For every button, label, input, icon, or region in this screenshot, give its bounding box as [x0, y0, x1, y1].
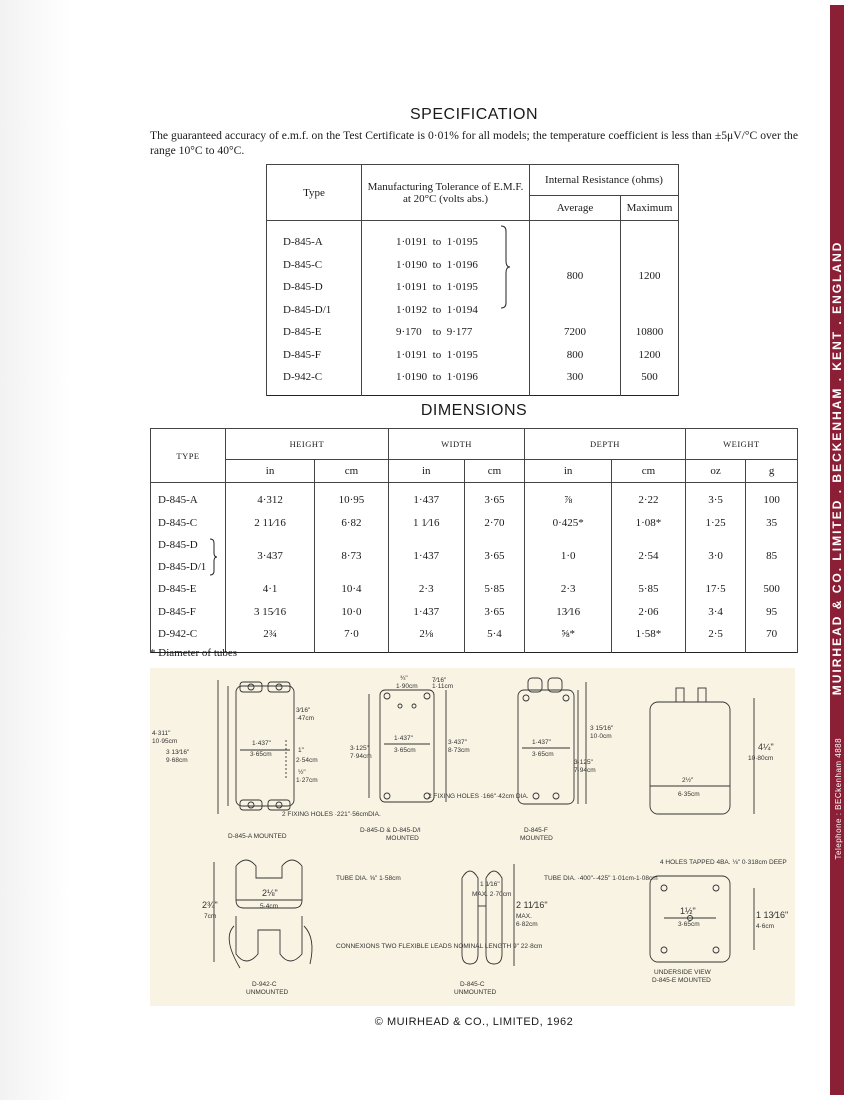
table-row: [151, 623, 798, 652]
fixing-hole: [276, 684, 282, 690]
depth-cm: 1·08*: [612, 512, 686, 535]
table-row: [151, 601, 798, 624]
weight-oz: 3·5: [685, 483, 745, 512]
table-row: [151, 578, 798, 601]
fixing-hole: [523, 695, 529, 701]
unit-oz: oz: [685, 460, 745, 483]
cell-942-top: [236, 860, 302, 878]
drawing-label: 2⅛": [262, 888, 278, 898]
fixing-hole: [553, 793, 559, 799]
drawing-label: CONNEXIONS TWO FLEXIBLE LEADS NOMINAL LENGTH 9" 22·8cm: [336, 943, 543, 950]
fixing-hole: [533, 793, 539, 799]
width-in: 1·437: [388, 483, 464, 512]
tol-to: to: [432, 371, 442, 384]
drawing-label: 1·11cm: [432, 683, 454, 690]
height-cm: 10·4: [315, 578, 389, 601]
dimensions-title: DIMENSIONS: [420, 402, 528, 419]
dim-type: D-845-C: [151, 512, 226, 535]
fixing-hole: [248, 684, 254, 690]
terminal-post: [676, 688, 684, 702]
spec-tolerance: [362, 221, 530, 254]
drawing-label: 1·90cm: [396, 683, 418, 690]
dim-header-width: WIDTH: [388, 429, 524, 460]
table-row: [267, 221, 679, 254]
weight-oz: 3·4: [685, 601, 745, 624]
drawing-label: 1·437": [532, 739, 551, 746]
drawing-label: 1·437": [252, 740, 271, 747]
height-cm: 8·73: [315, 534, 389, 578]
drawing-label: ¾": [400, 675, 408, 682]
weight-g: 95: [746, 601, 798, 624]
weight-g: 85: [746, 534, 798, 578]
spec-maximum: 1200: [621, 344, 679, 367]
spec-type: D-845-D/1: [267, 299, 362, 322]
depth-in: ⅞: [525, 483, 612, 512]
flexible-lead: [229, 926, 240, 968]
drawing-label: 3·125": [350, 745, 369, 752]
table-row: [267, 321, 679, 344]
dim-header-type: TYPE: [151, 429, 226, 483]
drawing-label: 1 13⁄16": [756, 910, 789, 920]
drawing-label: 3·437": [448, 739, 467, 746]
tapped-hole: [661, 885, 667, 891]
tol-low: 1·0192: [396, 303, 428, 316]
drawing-label: 2½": [682, 777, 694, 784]
drawing-label: 5·4cm: [260, 903, 279, 910]
tol-high: 1·0195: [446, 348, 478, 361]
width-cm: 2·70: [464, 512, 524, 535]
drawing-label: ½": [298, 769, 306, 776]
drawing-label: D-845-E MOUNTED: [652, 977, 711, 984]
cell-d-body: [380, 690, 434, 802]
height-cm: 10·95: [315, 483, 389, 512]
specification-table: [266, 164, 679, 396]
drawing-label: 3·65cm: [678, 921, 700, 928]
tol-low: 1·0191: [396, 236, 428, 249]
drawing-label: 3 13⁄16": [166, 749, 190, 756]
height-cm: 7·0: [315, 623, 389, 652]
terminal: [412, 704, 416, 708]
drawing-label: MAX. 2·70cm: [472, 891, 512, 898]
drawing-label: 1": [298, 747, 304, 754]
tol-to: to: [432, 303, 442, 316]
drawing-label: D-845-C: [460, 981, 485, 988]
drawing-label: 2 11⁄16": [516, 900, 548, 910]
dim-header-depth: DEPTH: [525, 429, 686, 460]
weight-g: 500: [746, 578, 798, 601]
drawing-label: 4·311": [152, 730, 171, 737]
depth-cm: 2·22: [612, 483, 686, 512]
tol-to: to: [432, 258, 442, 271]
spec-tolerance: [362, 366, 530, 395]
tol-to: to: [432, 281, 442, 294]
table-row: [267, 366, 679, 395]
depth-in: 2·3: [525, 578, 612, 601]
drawing-label: 3 15⁄16": [590, 725, 614, 732]
drawing-label: 6·82cm: [516, 921, 538, 928]
drawing-label: 3⁄16": [296, 707, 311, 714]
dim-header-height: HEIGHT: [226, 429, 389, 460]
tapped-hole: [661, 947, 667, 953]
side-strip-text: [830, 241, 844, 860]
drawing-label: 1½": [680, 906, 696, 916]
tol-low: 1·0190: [396, 371, 428, 384]
copyright: © MUIRHEAD & CO., LIMITED, 1962: [374, 1016, 574, 1028]
width-cm: 3·65: [464, 534, 524, 578]
telephone-text: Telephone : BECkenham 4888: [834, 737, 843, 860]
drawing-label: 1·27cm: [296, 777, 318, 784]
depth-cm: 1·58*: [612, 623, 686, 652]
technical-drawings: [150, 668, 795, 1006]
grouping-brace: [500, 225, 510, 309]
drawing-label: 9·68cm: [166, 757, 188, 764]
spec-type: D-942-C: [267, 366, 362, 395]
drawing-label: 4¼": [758, 742, 774, 752]
drawing-label: MOUNTED: [520, 835, 553, 842]
spec-type: D-845-E: [267, 321, 362, 344]
drawing-label: 7⁄16": [432, 677, 447, 684]
dim-type: D-845-E: [151, 578, 226, 601]
tol-high: 1·0194: [446, 303, 478, 316]
spec-average: 7200: [530, 321, 621, 344]
depth-in: ⅝*: [525, 623, 612, 652]
spec-average: 800: [530, 344, 621, 367]
drawing-label: 1·437": [394, 735, 413, 742]
width-cm: 5·4: [464, 623, 524, 652]
width-cm: 5·85: [464, 578, 524, 601]
footnote: * Diameter of tubes: [150, 647, 238, 659]
spec-header-resistance: Internal Resistance (ohms): [530, 165, 679, 196]
drawing-label: 3·125": [574, 759, 593, 766]
spec-type: D-845-D: [267, 276, 362, 299]
page-shade: [0, 0, 70, 1100]
spec-tolerance: [362, 344, 530, 367]
dim-type: D-845-D: [158, 539, 198, 551]
table-row: [151, 534, 798, 578]
table-row: [267, 344, 679, 367]
height-cm: 6·82: [315, 512, 389, 535]
spec-maximum-group: 1200: [621, 221, 679, 322]
fixing-hole: [276, 802, 282, 808]
drawing-label: MOUNTED: [386, 835, 419, 842]
drawing-label: 7·94cm: [350, 753, 372, 760]
height-in: 4·312: [226, 483, 315, 512]
depth-in: 0·425*: [525, 512, 612, 535]
depth-cm: 2·06: [612, 601, 686, 624]
dim-header-weight: WEIGHT: [685, 429, 797, 460]
fixing-hole: [384, 693, 390, 699]
fixing-hole: [563, 695, 569, 701]
unit-cm: cm: [464, 460, 524, 483]
tol-low: 1·0191: [396, 281, 428, 294]
spec-average-group: 800: [530, 221, 621, 322]
spec-type: D-845-A: [267, 221, 362, 254]
drawing-label: 3·65cm: [532, 751, 554, 758]
drawing-label: UNDERSIDE VIEW: [654, 969, 711, 976]
drawing-label: 7·94cm: [574, 767, 596, 774]
spec-tolerance: [362, 321, 530, 344]
dim-type: D-845-D/1: [158, 561, 207, 573]
spec-type: D-845-C: [267, 254, 362, 277]
specification-intro: The guaranteed accuracy of e.m.f. on the Test Certificate is 0·01% for all models; the temperature coefficient is less than ±5μV/°C over the range 10°C to 40°C.: [150, 129, 798, 157]
width-in: 2·3: [388, 578, 464, 601]
cell-942-upper: [236, 866, 302, 908]
unit-g: g: [746, 460, 798, 483]
tol-low: 1·0191: [396, 348, 428, 361]
spec-header-type: Type: [267, 165, 362, 221]
tol-high: 9·177: [446, 326, 473, 339]
drawing-label: UNMOUNTED: [454, 989, 497, 996]
depth-cm: 2·54: [612, 534, 686, 578]
unit-cm: cm: [612, 460, 686, 483]
drawing-label: ·47cm: [296, 715, 315, 722]
company-side-strip: [830, 5, 844, 1095]
drawing-label: 6·35cm: [678, 791, 700, 798]
drawing-label: 3·65cm: [394, 747, 416, 754]
weight-oz: 1·25: [685, 512, 745, 535]
tapped-hole: [713, 885, 719, 891]
height-in: 2 11⁄16: [226, 512, 315, 535]
spec-header-maximum: Maximum: [621, 196, 679, 221]
specification-title: SPECIFICATION: [410, 106, 538, 123]
drawing-label: 10·95cm: [152, 738, 178, 745]
drawing-label: 2 FIXING HOLES ·221"·56cmDIA.: [282, 811, 381, 818]
tol-high: 1·0195: [446, 236, 478, 249]
fixing-hole: [424, 693, 430, 699]
spec-maximum: 10800: [621, 321, 679, 344]
dim-type-group: [151, 534, 226, 578]
width-in: 2⅛: [388, 623, 464, 652]
width-in: 1 1⁄16: [388, 512, 464, 535]
fixing-hole: [248, 802, 254, 808]
drawing-label: D-845-A MOUNTED: [228, 833, 287, 840]
cell-e-underside: [650, 876, 730, 962]
tol-to: to: [432, 326, 442, 339]
width-cm: 3·65: [464, 483, 524, 512]
unit-in: in: [525, 460, 612, 483]
dimensions-table: [150, 428, 798, 653]
tol-high: 1·0196: [446, 258, 478, 271]
drawing-label: 2 FIXING HOLES ·166"·42cm DIA.: [428, 793, 529, 800]
depth-in: 13⁄16: [525, 601, 612, 624]
table-row: [151, 483, 798, 512]
spec-header-average: Average: [530, 196, 621, 221]
depth-in: 1·0: [525, 534, 612, 578]
tol-high: 1·0196: [446, 371, 478, 384]
drawing-label: D-845-D & D-845-D/I: [360, 827, 421, 834]
drawing-label: 8·73cm: [448, 747, 470, 754]
drawing-label: 10·80cm: [748, 755, 774, 762]
cell-a-top-lug: [268, 682, 290, 692]
terminal-post: [698, 688, 706, 702]
spec-header-tolerance: Manufacturing Tolerance of E.M.F. at 20°C (volts abs.): [362, 165, 530, 221]
company-address: MUIRHEAD & CO. LIMITED . BECKENHAM . KENT . ENGLAND: [830, 240, 844, 696]
drawing-label: TUBE DIA. ·400"-·425" 1·01cm-1·08cm: [544, 875, 658, 882]
width-in: 1·437: [388, 601, 464, 624]
tol-to: to: [432, 348, 442, 361]
spec-average: 300: [530, 366, 621, 395]
tube-left: [462, 871, 478, 964]
tapped-hole: [713, 947, 719, 953]
drawing-label: 3·65cm: [250, 751, 272, 758]
tol-low: 1·0190: [396, 258, 428, 271]
dim-type: D-845-A: [151, 483, 226, 512]
drawing-label: 4 HOLES TAPPED 4BA. ⅛" 0·318cm DEEP: [660, 859, 787, 866]
spec-maximum: 500: [621, 366, 679, 395]
drawing-label: 2¾": [202, 900, 218, 910]
drawing-label: 7cm: [204, 913, 217, 920]
height-cm: 10·0: [315, 601, 389, 624]
cell-a-bottom-lug: [268, 800, 290, 810]
drawing-label: TUBE DIA. ⅝" 1·58cm: [336, 875, 401, 882]
drawing-label: 10·0cm: [590, 733, 612, 740]
cell-a-top-lug: [240, 682, 262, 692]
unit-in: in: [226, 460, 315, 483]
weight-oz: 3·0: [685, 534, 745, 578]
height-in: 3·437: [226, 534, 315, 578]
height-in: 2¾: [226, 623, 315, 652]
drawings-svg: [150, 668, 795, 1006]
flexible-lead: [304, 926, 312, 964]
cell-a-bottom-lug: [240, 800, 262, 810]
weight-oz: 2·5: [685, 623, 745, 652]
unit-cm: cm: [315, 460, 389, 483]
weight-g: 35: [746, 512, 798, 535]
height-in: 3 15⁄16: [226, 601, 315, 624]
drawing-label: UNMOUNTED: [246, 989, 289, 996]
grouping-brace: [209, 538, 217, 576]
dim-type: D-845-F: [151, 601, 226, 624]
drawing-label: MAX.: [516, 913, 532, 920]
table-row: [151, 512, 798, 535]
width-cm: 3·65: [464, 601, 524, 624]
weight-g: 100: [746, 483, 798, 512]
weight-oz: 17·5: [685, 578, 745, 601]
drawing-label: D-942-C: [252, 981, 277, 988]
drawing-label: 1 1⁄16": [480, 881, 500, 888]
drawing-label: 4·6cm: [756, 923, 775, 930]
tol-to: to: [432, 236, 442, 249]
drawing-label: D-845-F: [524, 827, 548, 834]
dim-type: D-942-C: [151, 623, 226, 652]
cell-942-lower: [236, 916, 302, 961]
width-in: 1·437: [388, 534, 464, 578]
tol-low: 9·170: [396, 326, 422, 339]
drawing-label: 2·54cm: [296, 757, 318, 764]
terminal: [398, 704, 402, 708]
tol-high: 1·0195: [446, 281, 478, 294]
fixing-hole: [384, 793, 390, 799]
spec-type: D-845-F: [267, 344, 362, 367]
depth-cm: 5·85: [612, 578, 686, 601]
unit-in: in: [388, 460, 464, 483]
height-in: 4·1: [226, 578, 315, 601]
cell-f-body: [518, 690, 574, 804]
weight-g: 70: [746, 623, 798, 652]
